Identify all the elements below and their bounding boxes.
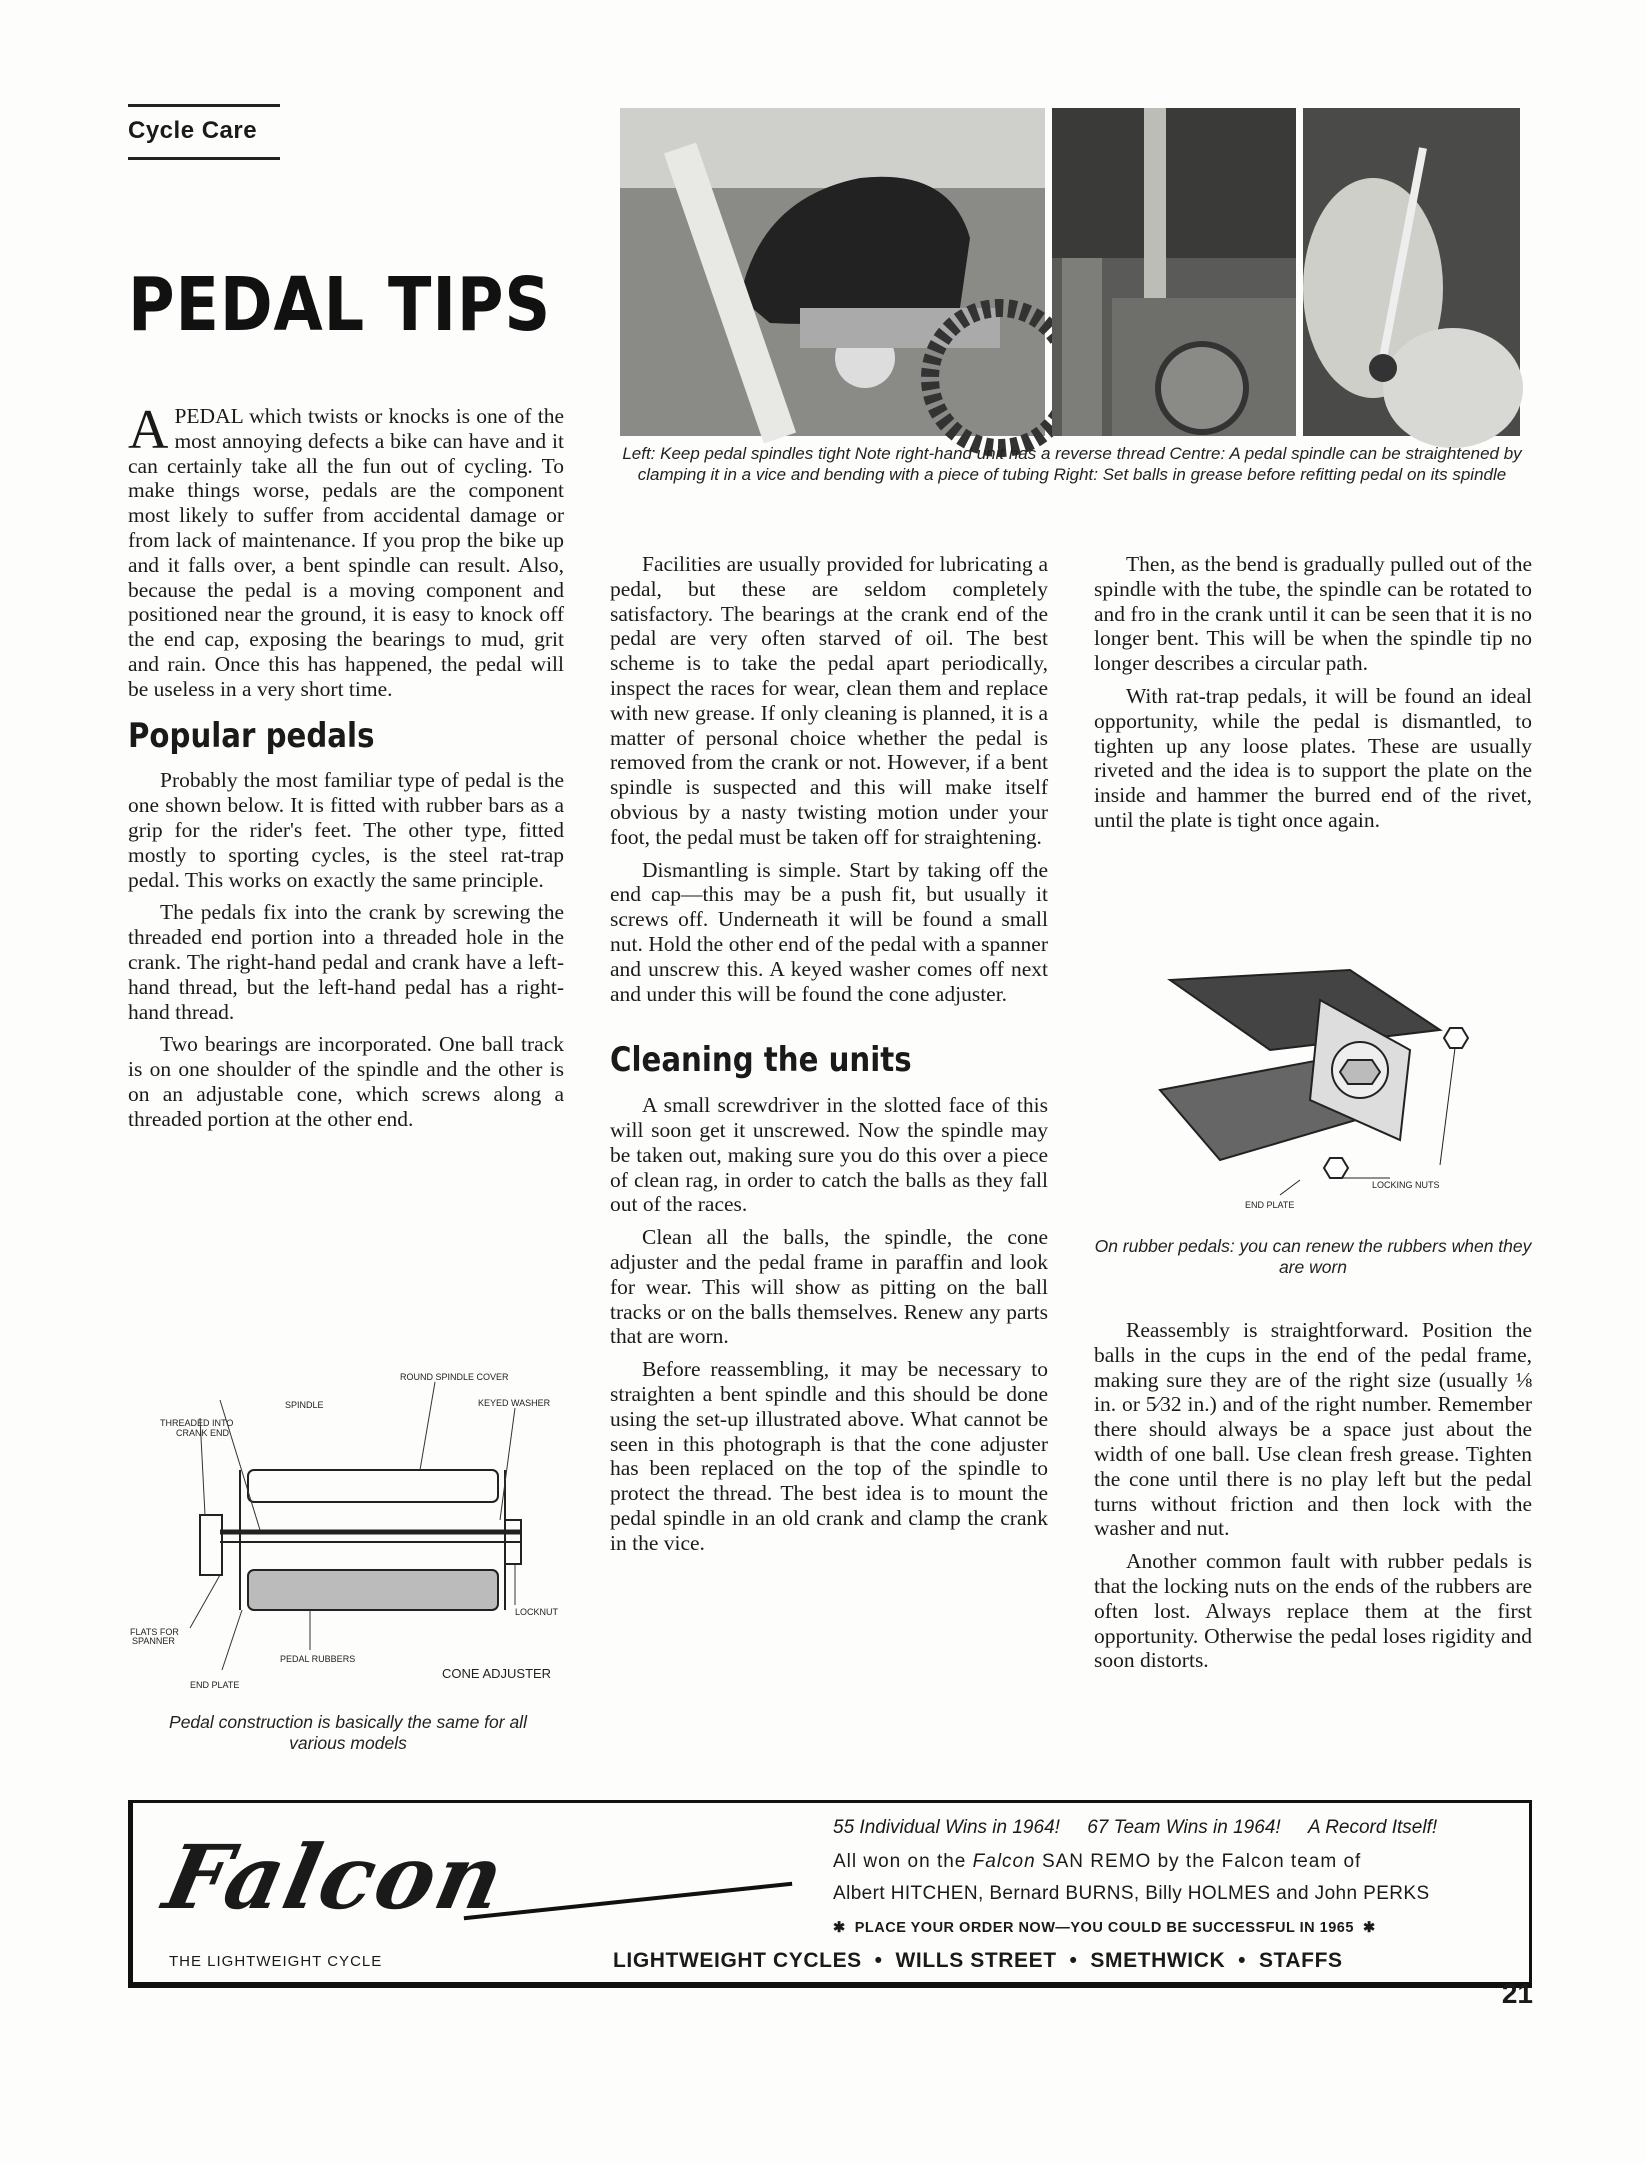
column-1 [128,399,564,1140]
col3-paragraph: Another common fault with rubber pedals is that the locking nuts on the ends of the rubbers are often lost. Always replace them at the first opportunity. Otherwise the pedal loses rigidity and soon distorts. [1094,1549,1532,1673]
page-title: PEDAL TIPS [128,262,552,348]
boot-on-pedal-image [620,108,1045,436]
subhead-cleaning-units: Cleaning the units [610,1040,912,1081]
column-3 [1094,552,1532,841]
label-end-plate: END PLATE [190,1680,240,1690]
photo-caption: Left: Keep pedal spindles tight Note right-hand unit has a reverse thread Centre: A pedal spindle can be straightened by clamping it in a vice and bending with a piece of tubing Right: Set balls in grease before refitting pedal on its spindle [622,444,1522,484]
asterisk-icon: ✱ [1353,1920,1376,1936]
photo-right-grease [1303,108,1520,436]
photo-centre-vice [1052,108,1296,436]
drop-cap: A [128,399,169,461]
col2-paragraph: Before reassembling, it may be necessary to straighten a bent spindle and this should be done using the set-up illustrated above. What cannot be seen in this photograph is that the cone adjuster has been replaced on the top of the spindle to protect the thread. The best idea is to mount the pedal spindle in an old crank and clamp the crank in the vice. [610,1357,1048,1555]
photo-strip [620,108,1520,436]
label-locking-nuts: LOCKING NUTS [1372,1180,1440,1190]
falcon-logo: Falcon [155,1825,515,1929]
label-end-plate-2: END PLATE [1245,1200,1295,1210]
col2-paragraph: A small screwdriver in the slotted face of this will soon get it unscrewed. Now the spindle may be taken out, making sure you do this over a piece of clean rag, in order to catch the balls as they fall out of the races. [610,1093,1048,1217]
falcon-advertisement [128,1800,1532,1988]
subhead-popular-pedals: Popular pedals [128,715,375,756]
label-spanner: SPANNER [132,1636,175,1646]
logo-swash [464,1882,793,1920]
page-number: 21 [1501,1978,1533,2009]
col2-paragraph: Clean all the balls, the spindle, the cone adjuster and the pedal frame in paraffin and look for wear. This will show as pitting on the ball tracks or on the balls themselves. Renew any parts that are worn. [610,1225,1048,1349]
asterisk-icon: ✱ [833,1920,855,1936]
col1-paragraph: Two bearings are incorporated. One ball track is on one shoulder of the spindle and the other is on an adjustable cone, which screws along a threaded portion at the other end. [128,1032,564,1131]
label-threaded-into: THREADED INTO [160,1418,234,1428]
photo-left-pedal [620,108,1045,436]
falcon-brand: Falcon [972,1851,1036,1872]
col1-paragraph: Probably the most familiar type of pedal is the one shown below. It is fitted with rubber bars as a grip for the rider's feet. The other type, fitted mostly to sporting cycles, is the steel rat-trap pedal. This works on exactly the same principle. [128,768,564,892]
col3-paragraph: Reassembly is straightforward. Position the balls in the cups in the end of the pedal frame, making sure they are of the right size (usually ⅛ in. or 5⁄32 in.) and of the right number. Remember there should always be a space just about the width of one ball. Use clean fresh grease. Tighten the cone until there is no play left but the pedal turns without friction and then lock with the washer and nut. [1094,1318,1532,1541]
col3-paragraph: With rat-trap pedals, it will be found an ideal opportunity, while the pedal is dismantled, to tighten up any loose plates. These are usually riveted and the idea is to support the plate on the inside and hammer the burred end of the rivet, until the plate is tight once again. [1094,683,1532,832]
won-line [833,1851,1361,1873]
vice-spindle-image [1052,108,1296,436]
intro-paragraph [128,399,564,702]
order-text: PLACE YOUR ORDER NOW—YOU COULD BE SUCCESSFUL IN 1965 [854,1920,1354,1936]
label-crank-end: CRANK END [176,1428,230,1438]
record-text: A Record Itself! [1307,1817,1438,1838]
label-flats-for: FLATS FOR [130,1627,179,1637]
col2-paragraph: Dismantling is simple. Start by taking off the end cap—this may be a push fit, but usually it screws off. Underneath it will be found a small nut. Hold the other end of the pedal with a spanner and unscrew this. A keyed washer comes off next and under this will be found the cone adjuster. [610,857,1048,1006]
hands-balls-image [1303,108,1520,436]
column-3b [1094,1318,1532,1681]
figure2-caption: On rubber pedals: you can renew the rubbers when they are worn [1094,1236,1532,1277]
team-line: Albert HITCHEN, Bernard BURNS, Billy HOLMES and John PERKS [833,1883,1430,1904]
wins-individual: 55 Individual Wins in 1964! [833,1817,1060,1838]
won-on: All won on the [833,1851,967,1872]
label-keyed-washer: KEYED WASHER [478,1398,551,1408]
label-round-spindle-cover: ROUND SPINDLE COVER [400,1372,509,1382]
column-2 [610,552,1048,1563]
label-spindle: SPINDLE [285,1400,324,1410]
wins-team: 67 Team Wins in 1964! [1087,1817,1281,1838]
san-remo: SAN REMO by the Falcon team of [1041,1851,1362,1872]
order-line [833,1920,1376,1936]
falcon-tagline: THE LIGHTWEIGHT CYCLE [169,1953,383,1970]
col3-paragraph: Then, as the bend is gradually pulled out of the spindle with the tube, the spindle can be rotated to and fro in the crank until it can be seen that it is no longer bent. This will be when the spindle tip no longer describes a circular path. [1094,552,1532,676]
pedal-construction-diagram [130,1370,570,1690]
address-line: LIGHTWEIGHT CYCLES • WILLS STREET • SMETHWICK • STAFFS [613,1949,1343,1972]
intro-text: PEDAL which twists or knocks is one of the most annoying defects a bike can have and it can certainly take all the fun out of cycling. To make things worse, pedals are the component most likely to suffer from accidental damage or from lack of maintenance. If you prop the bike up and it falls over, a bent spindle can result. Also, because the pedal is a moving component and positioned near the ground, it is easy to knock off the end cap, exposing the bearings to mud, grit and rain. Once this has happened, the pedal will be useless in a very short time. [128,404,564,701]
section-label: Cycle Care [128,104,280,160]
label-locknut: LOCKNUT [515,1607,559,1617]
wins-line [833,1817,1505,1839]
rubber-pedal-diagram [1150,940,1490,1210]
label-pedal-rubbers: PEDAL RUBBERS [280,1654,356,1664]
label-cone-adjuster: CONE ADJUSTER [442,1666,552,1681]
figure1-caption: Pedal construction is basically the same for all various models [169,1712,527,1753]
col2-paragraph: Facilities are usually provided for lubricating a pedal, but these are seldom completely satisfactory. The bearings at the crank end of the pedal are very often starved of oil. The best scheme is to take the pedal apart periodically, inspect the races for wear, clean them and replace with new grease. If only cleaning is planned, it is a matter of personal choice whether the pedal is removed from the crank or not. However, if a bent spindle is suspected and this will make itself obvious by a nasty twisting motion under your foot, the pedal must be taken off for straightening. [610,552,1048,849]
col1-paragraph: The pedals fix into the crank by screwing the threaded end portion into a threaded hole in the crank. The right-hand pedal and crank have a left-hand thread, but the left-hand pedal has a right-hand thread. [128,900,564,1024]
